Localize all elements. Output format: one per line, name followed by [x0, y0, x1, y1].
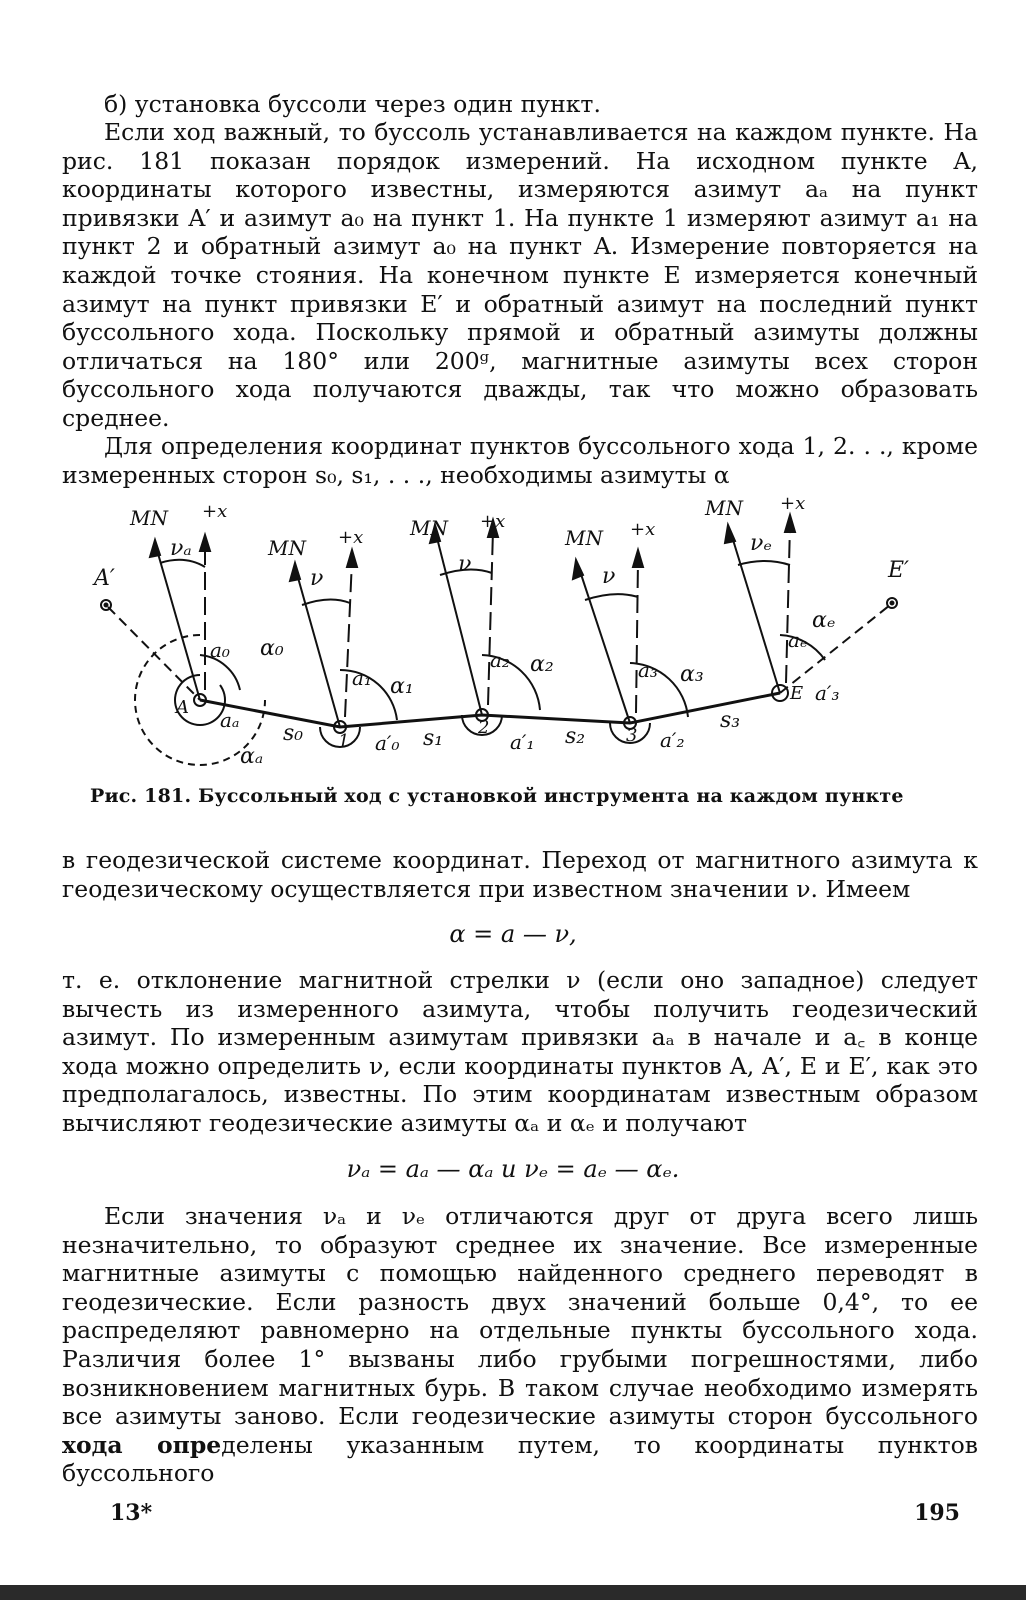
label-a2: a₂ — [490, 648, 510, 672]
label-alpha-a: αₐ — [240, 744, 264, 769]
label-mn-3: MN — [565, 526, 603, 550]
formula-1: α = a — ν, — [449, 920, 577, 948]
label-point-3: 3 — [626, 725, 638, 746]
label-a0: a₀ — [210, 638, 230, 662]
label-s2: s₂ — [565, 724, 586, 749]
label-x-a: +x — [202, 501, 228, 522]
label-alpha3: α₃ — [680, 662, 704, 687]
label-x-1: +x — [338, 527, 364, 548]
paragraph-5-lead: Если значения νₐ и νₑ отличаются друг от друга всего лишь незначительно, то образуют среднее их значение. Все измеренные магнитные азимуты с помощью найденного среднего переводят в геодезические. Если разность двух значений больше 0,4°, то ее распределяют равномерно на отдельные пункты буссольного хода. Различия более 1° вызваны либо грубыми погрешностями, либо возникновением магнитных бурь. В таком случае необходимо измерять все азимуты заново. Если геодезические азимуты сторон буссольного — [62, 1202, 978, 1431]
label-mn-1: MN — [268, 536, 306, 560]
label-a3: a₃ — [638, 658, 658, 682]
label-x-3: +x — [630, 519, 656, 540]
signature-mark: 13* — [110, 1500, 153, 1526]
paragraph-2: Для определения координат пунктов буссольного хода 1, 2. . ., кроме измеренных сторон s₀, s₁, . . ., необходимы азимуты α — [62, 432, 978, 489]
label-A-prime: A′ — [94, 566, 115, 591]
label-mn-2: MN — [410, 516, 448, 540]
label-a1p: a′₁ — [510, 730, 535, 754]
paragraph-5-bold: хода опре — [62, 1430, 222, 1459]
label-s0: s₀ — [283, 721, 304, 746]
label-alpha-e: αₑ — [812, 608, 836, 633]
paragraph-0: б) установка буссоли через один пункт. — [104, 90, 601, 118]
label-aa: aₐ — [220, 708, 240, 732]
label-a2p: a′₂ — [660, 728, 685, 752]
label-nu-2: ν — [458, 552, 472, 577]
label-E: E — [790, 683, 804, 704]
label-nu-a: νₐ — [170, 536, 192, 561]
label-nu-e: νₑ — [750, 531, 772, 556]
paragraph-1: Если ход важный, то буссоль устанавливается на каждом пункте. На рис. 181 показан порядок измерений. На исходном пункте A, координаты которого известны, измеряются азимут aₐ на пункт привязки A′ и азимут a₀ на пункт 1. На пункте 1 измеряют азимут a₁ на пункт 2 и обратный азимут a₀ на пункт A. Измерение повторяется на каждой точке стояния. На конечном пункте E измеряется конечный азимут на пункт привязки E′ и обратный азимут на последний пункт буссольного хода. Поскольку прямой и обратный азимуты должны отличаться на 180° или 200ᵍ, магнитные азимуты всех сторон буссольного хода получаются дважды, так что можно образовать среднее. — [62, 118, 978, 432]
label-alpha0: α₀ — [260, 636, 284, 661]
label-mn-a: MN — [130, 506, 168, 530]
label-E-prime: E′ — [888, 558, 910, 583]
paragraph-5 — [62, 1202, 978, 1488]
formula-2: νₐ = aₐ — αₐ и νₑ = aₑ — αₑ. — [346, 1155, 680, 1183]
label-ae: aₑ — [788, 628, 808, 652]
label-x-e: +x — [780, 495, 806, 514]
label-A: A — [176, 697, 189, 718]
label-a1: a₁ — [352, 666, 372, 690]
label-s3: s₃ — [720, 708, 741, 733]
page-number: 195 — [914, 1500, 960, 1526]
label-nu-3: ν — [602, 564, 616, 589]
label-a0p: a′₀ — [375, 731, 400, 755]
scan-edge — [0, 1585, 1026, 1600]
paragraph-3: в геодезической системе координат. Переход от магнитного азимута к геодезическому осуществляется при известном значении ν. Имеем — [62, 846, 978, 903]
label-a3p: a′₃ — [815, 681, 840, 705]
label-mn-e: MN — [705, 496, 743, 520]
figure-caption: Рис. 181. Буссольный ход с установкой инструмента на каждом пункте — [90, 785, 904, 807]
figure-181 — [90, 495, 970, 785]
label-alpha1: α₁ — [390, 674, 414, 699]
label-point-1: 1 — [338, 731, 350, 752]
paragraph-5-tail: делены указанным путем, то координаты пунктов буссольного — [62, 1430, 978, 1488]
label-s1: s₁ — [423, 726, 444, 751]
paragraph-4: т. е. отклонение магнитной стрелки ν (если оно западное) следует вычесть из измеренного азимута, чтобы получить геодезический азимут. По измеренным азимутам привязки aₐ в начале и a꜀ в конце хода можно определить ν, если координаты пунктов A, A′, E и E′, как это предполагалось, известны. По этим координатам известным образом вычисляют геодезические азимуты αₐ и αₑ и получают — [62, 966, 978, 1137]
label-nu-1: ν — [310, 566, 324, 591]
label-alpha2: α₂ — [530, 652, 554, 677]
label-x-2: +x — [480, 511, 506, 532]
label-point-2: 2 — [478, 717, 490, 738]
